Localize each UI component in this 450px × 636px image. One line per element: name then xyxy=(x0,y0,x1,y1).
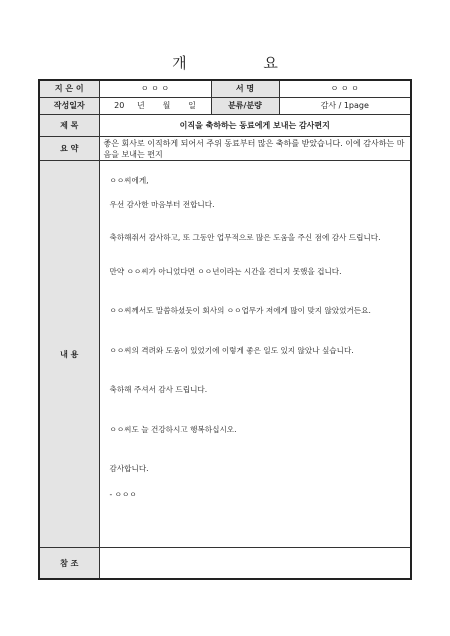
document-title: 개 요 xyxy=(172,54,314,72)
letter-paragraph: ㅇㅇ씨께서도 말씀하셨듯이 회사의 ㅇㅇ업무가 저에게 많이 맞지 않았었거든요. xyxy=(109,306,371,316)
date-month-unit: 월 xyxy=(162,101,171,111)
overview-form-table xyxy=(38,79,412,580)
category-value[interactable]: 감사 / 1page xyxy=(279,97,411,114)
reference-value[interactable] xyxy=(99,548,411,579)
subject-label: 제 목 xyxy=(39,114,99,136)
category-label: 분류/분량 xyxy=(211,97,279,114)
letter-paragraph: ㅇㅇ씨도 늘 건강하시고 행복하십시오. xyxy=(109,424,237,434)
date-row xyxy=(39,97,411,114)
letter-paragraph: 만약 ㅇㅇ씨가 아니었다면 ㅇㅇ년이라는 시간을 견디지 못했을 겁니다. xyxy=(109,266,342,276)
signature-label: 서 명 xyxy=(211,80,279,97)
subject-row xyxy=(39,114,411,136)
date-label: 작성일자 xyxy=(39,97,99,114)
summary-label: 요 약 xyxy=(39,137,99,161)
date-year-unit: 년 xyxy=(137,101,145,111)
author-value[interactable]: ㅇ ㅇ ㅇ xyxy=(99,80,211,97)
subject-value[interactable]: 이직을 축하하는 동료에게 보내는 감사편지 xyxy=(99,114,411,136)
content-label: 내 용 xyxy=(39,161,99,548)
letter-greeting: ㅇㅇ씨에게, xyxy=(109,176,149,186)
content-value[interactable] xyxy=(99,161,411,548)
letter-paragraph: 축하해줘서 감사하고, 또 그동안 업무적으로 많은 도움을 주신 점에 감사 드립니다. xyxy=(109,233,381,243)
summary-value[interactable]: 좋은 회사로 이직하게 되어서 주위 동료부터 많은 축하를 받았습니다. 이에 감사하는 마음을 보내는 편지 xyxy=(99,137,411,161)
date-year: 20 xyxy=(114,101,125,111)
author-row xyxy=(39,80,411,97)
letter-closing: 감사합니다. xyxy=(109,464,149,474)
reference-row xyxy=(39,548,411,579)
date-day-unit: 일 xyxy=(188,101,196,111)
letter-signoff: - ㅇㅇㅇ xyxy=(109,489,137,499)
reference-label: 참 조 xyxy=(39,548,99,579)
letter-paragraph: ㅇㅇ씨의 격려와 도움이 있었기에 이렇게 좋은 일도 있지 않았나 싶습니다. xyxy=(109,345,354,355)
date-value[interactable] xyxy=(99,97,211,114)
author-label: 지 은 이 xyxy=(39,80,99,97)
content-row xyxy=(39,161,411,548)
letter-paragraph: 축하해 주셔서 감사 드립니다. xyxy=(109,385,208,395)
summary-row xyxy=(39,137,411,161)
signature-value[interactable]: ㅇ ㅇ ㅇ xyxy=(279,80,411,97)
letter-paragraph: 우선 감사한 마음부터 전합니다. xyxy=(109,199,215,209)
letter-body xyxy=(104,161,407,500)
